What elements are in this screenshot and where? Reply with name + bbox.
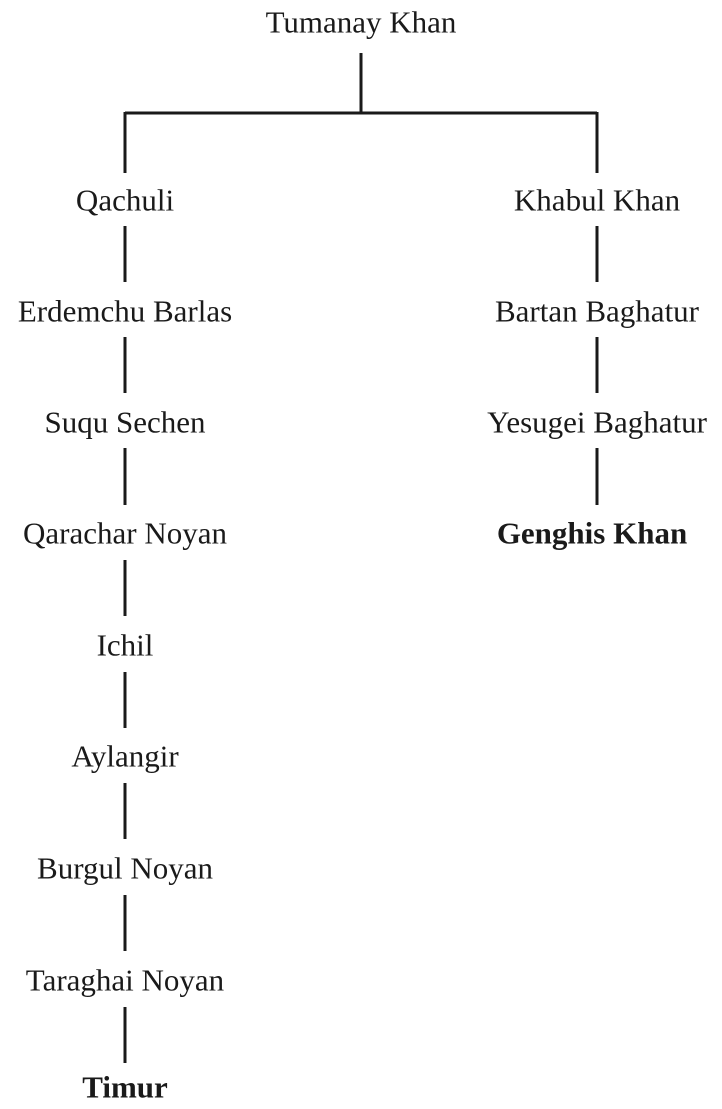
right-node-yesugei-baghatur: Yesugei Baghatur <box>487 404 707 440</box>
left-node-suqu-sechen: Suqu Sechen <box>44 404 206 440</box>
right-node-bartan-baghatur: Bartan Baghatur <box>494 293 700 329</box>
left-node-qarachar-noyan: Qarachar Noyan <box>23 515 227 551</box>
left-node-burgul-noyan: Burgul Noyan <box>37 850 213 886</box>
left-node-ichil: Ichil <box>96 627 154 663</box>
right-node-khabul-khan: Khabul Khan <box>513 182 681 218</box>
left-node-erdemchu-barlas: Erdemchu Barlas <box>17 293 233 329</box>
left-node-qachuli: Qachuli <box>75 182 175 218</box>
left-node-aylangir: Aylangir <box>71 738 179 774</box>
left-node-taraghai-noyan: Taraghai Noyan <box>25 962 225 998</box>
root-node: Tumanay Khan <box>265 4 457 40</box>
right-node-genghis-khan: Genghis Khan <box>496 515 688 551</box>
left-node-timur: Timur <box>82 1069 168 1105</box>
